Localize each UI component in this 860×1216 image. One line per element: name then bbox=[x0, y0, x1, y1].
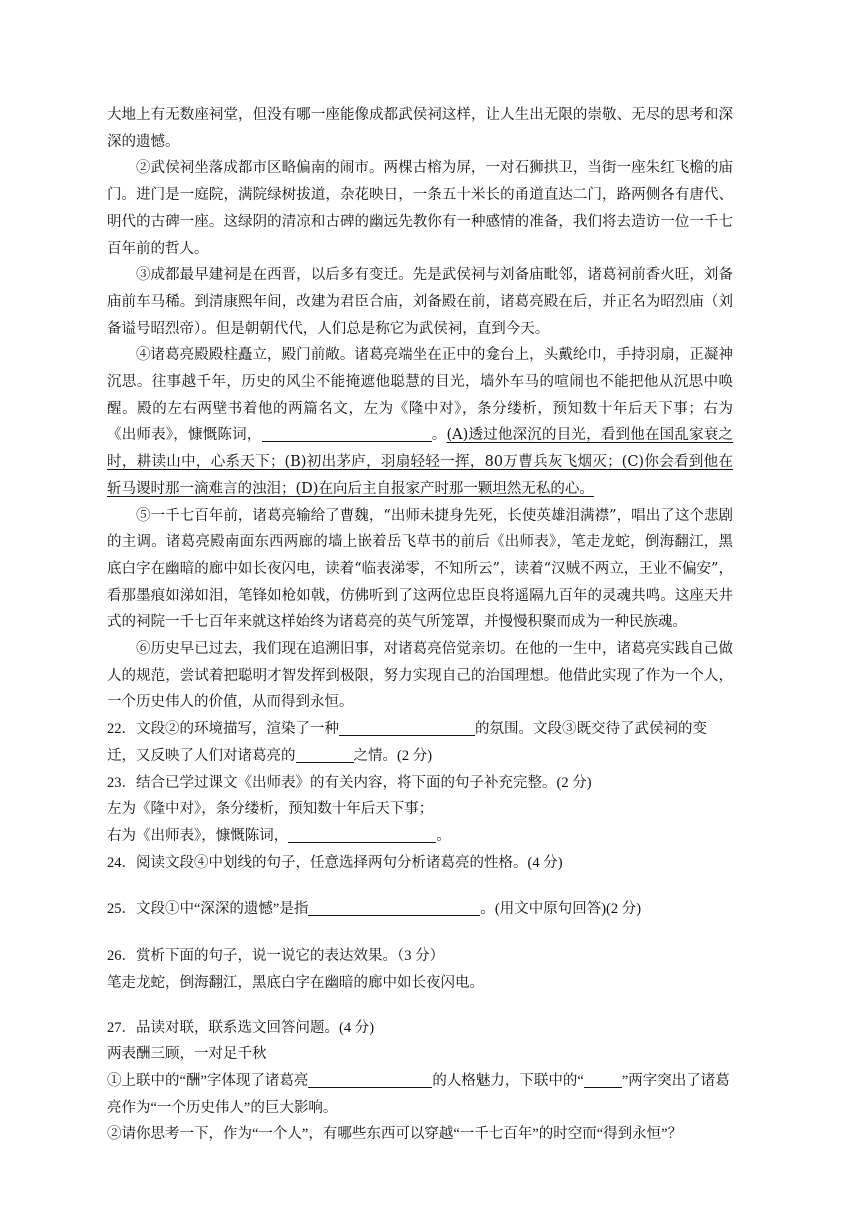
q23-blank[interactable] bbox=[288, 826, 436, 843]
q27-couplet: 两表酬三顾，一对足千秋 bbox=[107, 1046, 267, 1063]
question-25 bbox=[107, 896, 733, 923]
q22-blank-1[interactable] bbox=[339, 719, 475, 736]
q27-part-2: ②请你思考一下，作为“一个人”，有哪些东西可以穿越“一千七百年”的时空而“得到永恒”？ bbox=[107, 1126, 683, 1143]
question-23: 23．结合已学过课文《出师表》的有关内容，将下面的句子补充完整。(2 分) bbox=[107, 774, 592, 791]
q23-line-2-end: 。 bbox=[436, 827, 451, 844]
reading-passage bbox=[107, 102, 733, 716]
answer-space-25[interactable] bbox=[107, 923, 733, 943]
answer-blank-p4[interactable] bbox=[262, 425, 432, 442]
q22-text-a: 22．文段②的环境描写，渲染了一种 bbox=[107, 721, 339, 738]
answer-space-24[interactable] bbox=[107, 876, 733, 896]
q27-part-1-text-b: 的人格魅力，下联中的“ bbox=[432, 1072, 584, 1089]
q22-text-b: 的氛围。文段③既交待了武侯祠的变迁，又反映了人们对诸葛亮的 bbox=[107, 721, 707, 764]
q27-part-1-text-a: ①上联中的“酬”字体现了诸葛亮 bbox=[107, 1072, 309, 1089]
question-27: 27．品读对联，联系选文回答问题。(4 分) bbox=[107, 1019, 375, 1036]
q25-text-b: 。(用文中原句回答)(2 分) bbox=[480, 901, 642, 918]
question-22 bbox=[107, 716, 733, 769]
passage-paragraph-4 bbox=[107, 342, 733, 502]
q27-part-1 bbox=[107, 1068, 733, 1121]
q23-line-2 bbox=[107, 823, 733, 850]
passage-paragraph-6: ⑥历史早已过去，我们现在追溯旧事，对诸葛亮倍觉亲切。在他的一生中，诸葛亮实践自己做人的规范，尝试着把聪明才智发挥到极限，努力实现自己的治国理想。他借此实现了作为一个人，一个历史伟人的价值，从而得到永恒。 bbox=[107, 641, 733, 711]
q25-text-a: 25．文段①中“深深的遗憾”是指 bbox=[107, 901, 309, 918]
q25-blank[interactable] bbox=[308, 899, 480, 916]
passage-paragraph-1: 大地上有无数座祠堂，但没有哪一座能像成都武侯祠这样，让人生出无限的崇敬、无尽的思考和深深的遗憾。 bbox=[107, 107, 733, 150]
q26-line-1: 笔走龙蛇，倒海翻江，黑底白字在幽暗的廊中如长夜闪电。 bbox=[107, 974, 484, 991]
q27-blank-1[interactable] bbox=[308, 1071, 432, 1088]
question-24: 24．阅读文段④中划线的句子，任意选择两句分析诸葛亮的性格。(4 分) bbox=[107, 854, 563, 871]
paragraph-4-period: 。 bbox=[431, 427, 447, 444]
answer-space-26[interactable] bbox=[107, 997, 733, 1015]
passage-paragraph-3: ③成都最早建祠是在西晋，以后多有变迁。先是武侯祠与刘备庙毗邻，诸葛祠前香火旺，刘备庙前车马稀。到清康熙年间，改建为君臣合庙，刘备殿在前，诸葛亮殿在后，并正名为昭烈庙（刘备谥号昭烈帝）。但是朝朝代代，人们总是称它为武侯祠，直到今天。 bbox=[107, 267, 733, 337]
q27-blank-2[interactable] bbox=[584, 1071, 622, 1088]
q27-part-1-text-c: ”两字突出了诸葛亮作为“一个历史伟人”的巨大影响。 bbox=[107, 1072, 730, 1116]
paragraph-4-text: ④诸葛亮殿殿柱矗立，殿门前敞。诸葛亮端坐在正中的龛台上，头戴纶巾，手持羽扇，正凝神沉思。往事越千年，历史的风尘不能掩遮他聪慧的目光，墙外车马的喧闹也不能把他从沉思中唤醒。殿的左右两壁书着他的两篇名文，左为《隆中对》，条分缕析，预知数十年后天下事；右为《出师表》，慷慨陈词， bbox=[107, 347, 733, 444]
underlined-sentences: (A)透过他深沉的目光，看到他在国乱家衰之时，耕读山中，心系天下；(B)初出茅庐，羽扇轻轻一挥，80万曹兵灰飞烟灭；(C)你会看到他在斩马谡时那一滴难言的浊泪；(D)在向后主自报家产时那一颗坦然无私的心。 bbox=[107, 427, 733, 497]
q23-line-1: 左为《隆中对》，条分缕析，预知数十年后天下事； bbox=[107, 801, 434, 818]
passage-paragraph-2: ②武侯祠坐落成都市区略偏南的闹市。两棵古榕为屏，一对石狮拱卫，当街一座朱红飞檐的庙门。进门是一庭院，满院绿树拔道，杂花映日，一条五十米长的甬道直达二门，路两侧各有唐代、明代的古碑一座。这绿阴的清凉和古碑的幽远先教你有一种感情的准备，我们将去造访一位一千七百年前的哲人。 bbox=[107, 160, 733, 257]
exam-page bbox=[107, 102, 733, 1148]
q22-text-c: 之情。(2 分) bbox=[353, 747, 433, 764]
passage-paragraph-5: ⑤一千七百年前，诸葛亮输给了曹魏，“出师未捷身先死，长使英雄泪满襟”，唱出了这个悲剧的主调。诸葛亮殿南面东西两廊的墙上嵌着岳飞草书的前后《出师表》，笔走龙蛇，倒海翻江，黑底白字在幽暗的廊中如长夜闪电，读着“临表涕零，不知所云”，读着“汉贼不两立，王业不偏安”，看那墨痕如涕如泪，笔锋如枪如戟，仿佛听到了这两位忠臣良将遥隔九百年的灵魂共鸣。这座天井式的祠院一千七百年来就这样始终为诸葛亮的英气所笼罩，并慢慢积聚而成为一种民族魂。 bbox=[107, 507, 733, 631]
questions-section bbox=[107, 716, 733, 1148]
q22-blank-2[interactable] bbox=[296, 746, 354, 763]
question-26: 26．赏析下面的句子，说一说它的表达效果。（3 分） bbox=[107, 948, 445, 965]
q23-line-2-text: 右为《出师表》，慷慨陈词， bbox=[107, 827, 289, 844]
